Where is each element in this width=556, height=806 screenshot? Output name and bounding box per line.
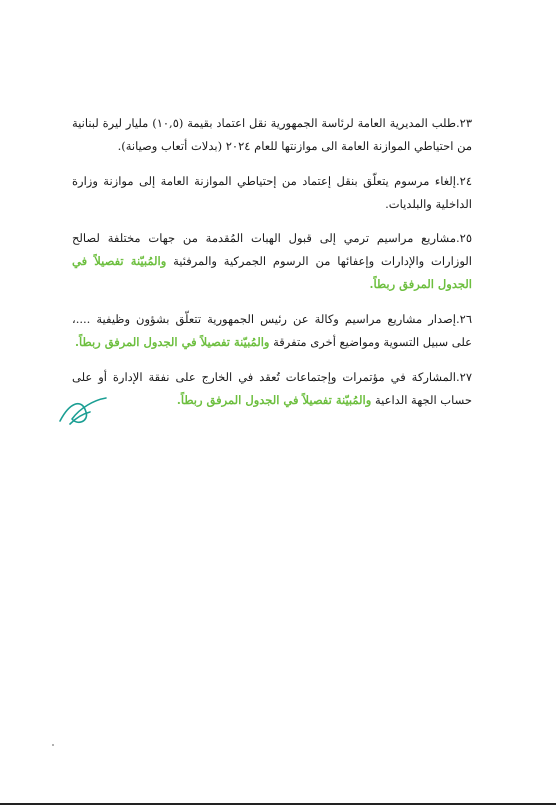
list-item-24: [72, 170, 472, 216]
item-number: ٢٧.: [455, 369, 472, 384]
item-number: ٢٣.: [455, 115, 472, 130]
list-item-27: [72, 366, 472, 412]
item-highlight: والمُبيّنة تفصيلاً في الجدول المرفق ربطاً.: [72, 253, 472, 291]
item-highlight: والمُبيّنة تفصيلاً في الجدول المرفق ربطاً.: [75, 334, 270, 349]
item-highlight: والمُبيّنة تفصيلاً في الجدول المرفق ربطاً.: [176, 392, 372, 407]
list-item-25: [72, 227, 472, 296]
item-number: ٢٤.: [455, 173, 472, 188]
item-text: إصدار مشاريع مراسيم وكالة عن رئيس الجمهورية تتعلّق بشؤون وظيفية ....، على سبيل التسوية ومواضيع أخرى متفرقة: [72, 311, 472, 349]
item-text: مشاريع مراسيم ترمي إلى قبول الهبات المُقدمة من جهات مختلفة لصالح الوزارات والإدارات وإعفائها من الرسوم الجمركية والمرفئية: [72, 230, 472, 268]
item-text: إلغاء مرسوم يتعلّق بنقل إعتماد من إحتياطي الموازنة العامة إلى موازنة وزارة الداخلية والبلديات.: [72, 173, 472, 211]
handwritten-signature: [56, 394, 112, 428]
item-number: ٢٦.: [455, 311, 472, 326]
item-number: ٢٥.: [455, 230, 472, 245]
scan-speck: [52, 744, 54, 746]
page-bottom-border: [0, 803, 556, 805]
list-item-26: [72, 308, 472, 354]
list-item-23: [72, 112, 472, 158]
item-text: المشاركة في مؤتمرات وإجتماعات تُعقد في الخارج على نفقة الإدارة أو على حساب الجهة الداعية: [72, 369, 472, 407]
item-text: طلب المديرية العامة لرئاسة الجمهورية نقل اعتماد بقيمة (١٠,٥) مليار ليرة لبنانية من احتياطي الموازنة العامة الى موازنتها للعام ٢٠٢٤ (بدلات أتعاب وصيانة).: [72, 115, 472, 153]
